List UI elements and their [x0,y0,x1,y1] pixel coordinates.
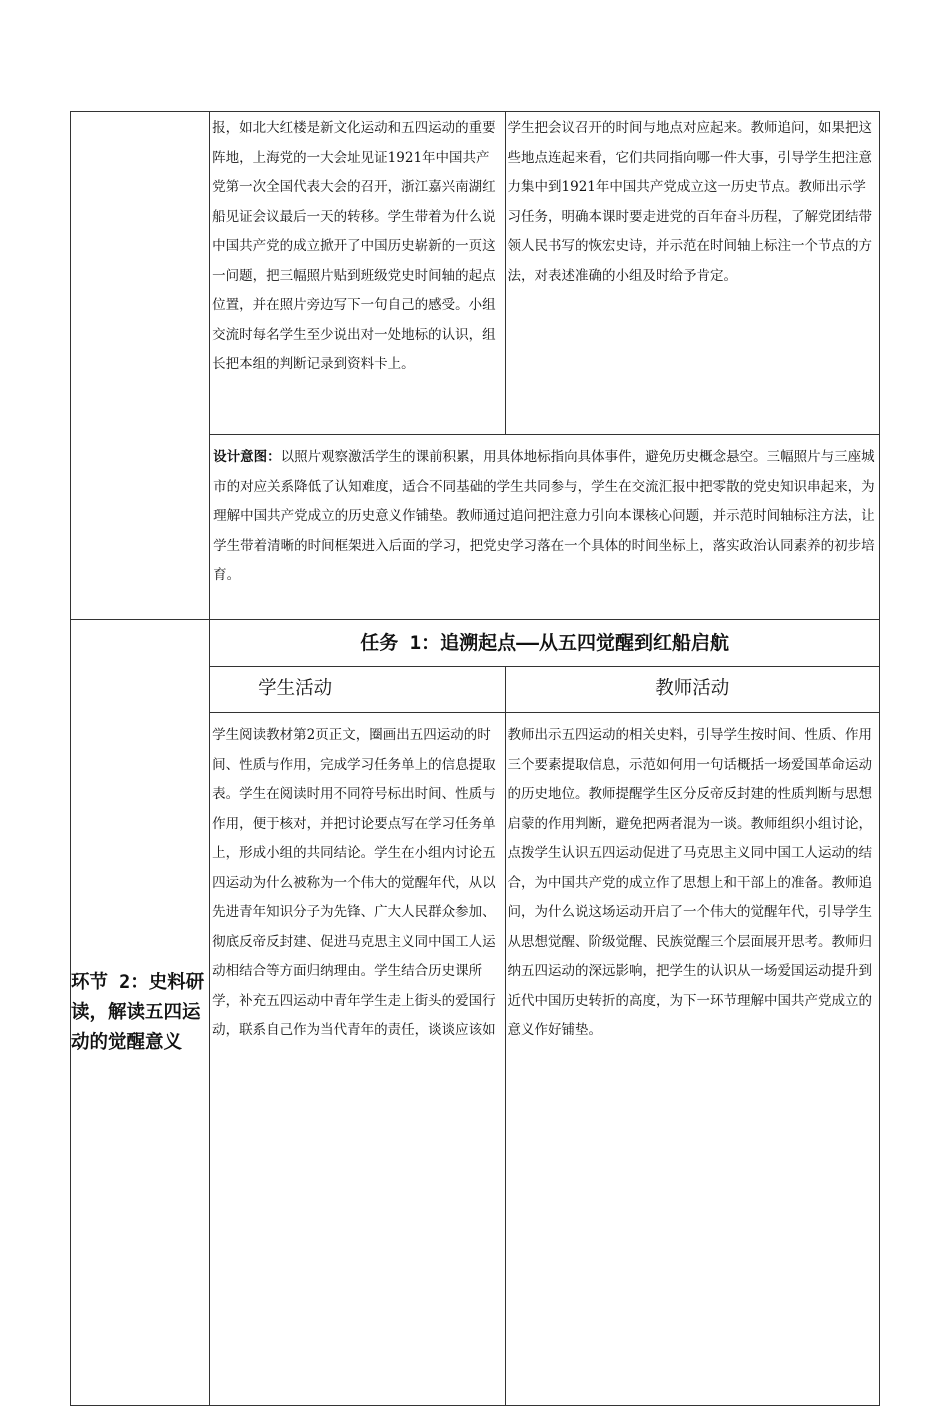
task-title-cell [210,620,880,667]
table-row [71,112,880,435]
section-label-empty-cell [71,112,210,620]
student-activity-cell [210,112,505,435]
teacher-activity-text: 学生把会议召开的时间与地点对应起来。教师追问，如果把这些地点连起来看，它们共同指向哪一件大事，引导学生把注意力集中到1921年中国共产党成立这一历史节点。教师出示学习任务，明确本课时要走进党的百年奋斗历程，了解党团结带领人民书写的恢宏史诗，并示范在时间轴上标注一个节点的方法，对表述准确的小组及时给予肯定。 [507,120,873,284]
teacher-activity-cell [505,713,879,1406]
section-label-cell [71,620,210,1406]
teacher-activity-header: 教师活动 [505,667,879,713]
task-title: 任务 1：追溯起点——从五四觉醒到红船启航 [360,632,729,654]
student-activity-cell [210,713,505,1406]
lesson-plan-table [70,111,880,1406]
student-activity-text: 报，如北大红楼是新文化运动和五四运动的重要阵地，上海党的一大会址见证1921年中国共产党第一次全国代表大会的召开，浙江嘉兴南湖红船见证会议最后一天的转移。学生带着为什么说中国共产党的成立掀开了中国历史崭新的一页这一问题，把三幅照片贴到班级党史时间轴的起点位置，并在照片旁边写下一句自己的感受。小组交流时每名学生至少说出对一处地标的认识，组长把本组的判断记录到资料卡上。 [212,120,496,372]
teacher-activity-cell [505,112,879,435]
design-intent-cell [210,435,880,620]
design-intent-label: 设计意图： [213,449,281,465]
design-intent [210,435,879,591]
design-intent-text: 以照片观察激活学生的课前积累，用具体地标指向具体事件，避免历史概念悬空。三幅照片与三座城市的对应关系降低了认知难度，适合不同基础的学生共同参与，学生在交流汇报中把零散的党史知识串起来，为理解中国共产党成立的历史意义作铺垫。教师通过追问把注意力引向本课核心问题，并示范时间轴标注方法，让学生带着清晰的时间框架进入后面的学习，把党史学习落在一个具体的时间坐标上，落实政治认同素养的初步培育。 [213,449,875,583]
student-activity-header: 学生活动 [210,667,505,713]
student-activity-text: 学生阅读教材第2页正文，圈画出五四运动的时间、性质与作用，完成学习任务单上的信息提取表。学生在阅读时用不同符号标出时间、性质与作用，便于核对，并把讨论要点写在学习任务单上，形成小组的共同结论。学生在小组内讨论五四运动为什么被称为一个伟大的觉醒年代，从以先进青年知识分子为先锋、广大人民群众参加、彻底反帝反封建、促进马克思主义同中国工人运动相结合等方面归纳理由。学生结合历史课所学，补充五四运动中青年学生走上街头的爱国行动，联系自己作为当代青年的责任，谈谈应该如 [212,727,496,1038]
section-label: 环节 2：史料研读，解读五四运动的觉醒意义 [71,971,205,1053]
teacher-activity-text: 教师出示五四运动的相关史料，引导学生按时间、性质、作用三个要素提取信息，示范如何用一句话概括一场爱国革命运动的历史地位。教师提醒学生区分反帝反封建的性质判断与思想启蒙的作用判断，避免把两者混为一谈。教师组织小组讨论，点拨学生认识五四运动促进了马克思主义同中国工人运动的结合，为中国共产党的成立作了思想上和干部上的准备。教师追问，为什么说这场运动开启了一个伟大的觉醒年代，引导学生从思想觉醒、阶级觉醒、民族觉醒三个层面展开思考。教师归纳五四运动的深远影响，把学生的认识从一场爱国运动提升到近代中国历史转折的高度，为下一环节理解中国共产党成立的意义作好铺垫。 [507,727,873,1038]
table-row [71,620,880,667]
